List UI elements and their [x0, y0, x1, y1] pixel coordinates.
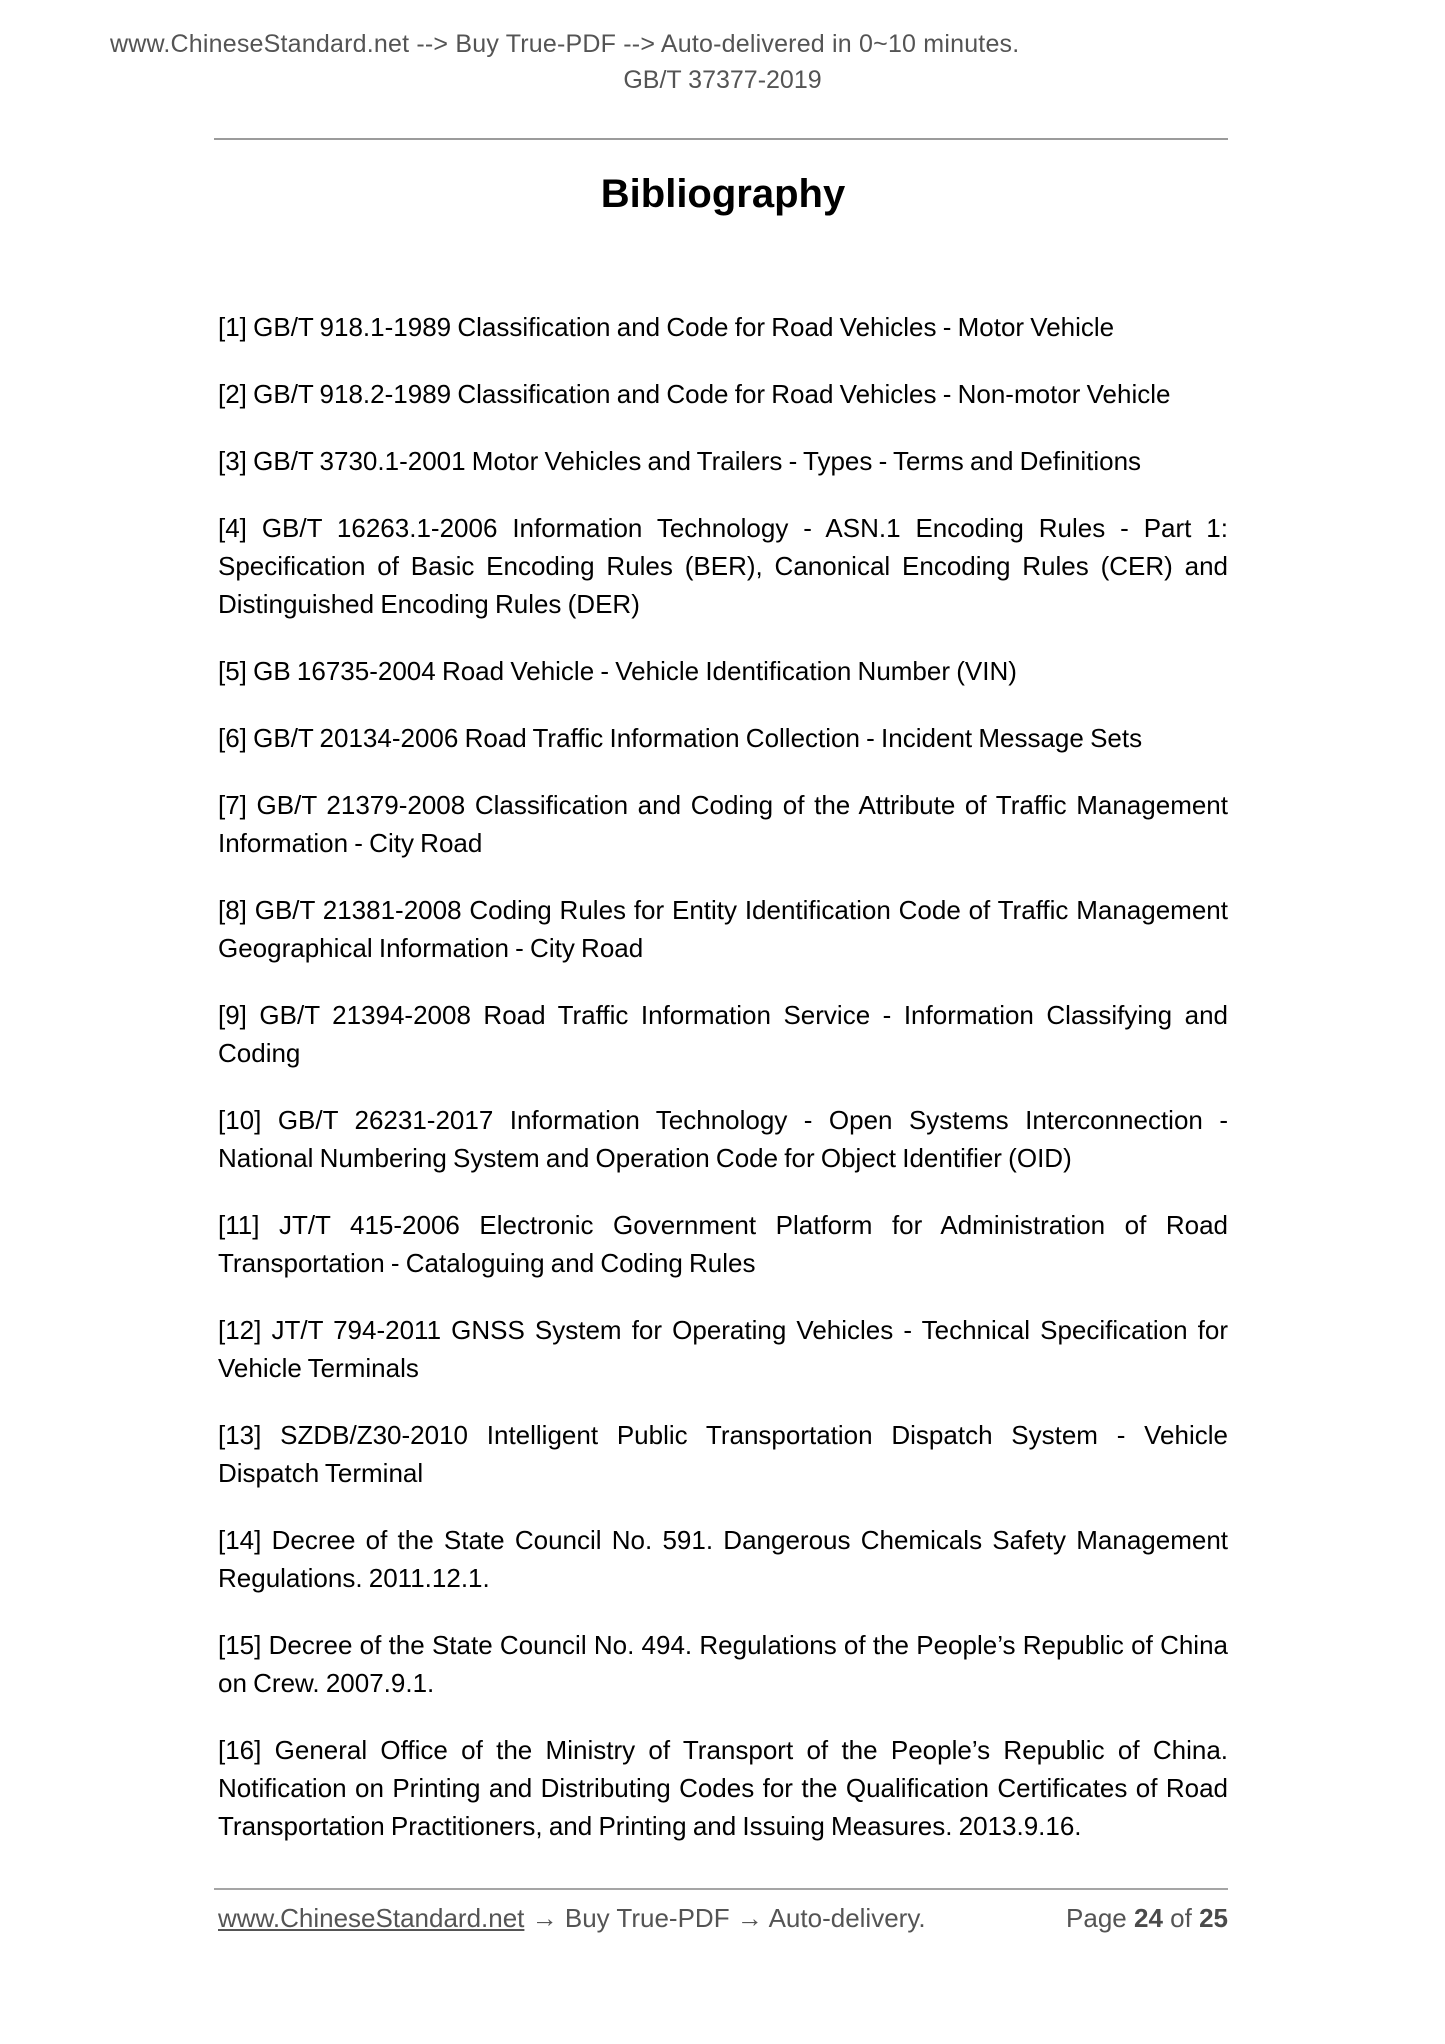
bibliography-entry: [7] GB/T 21379-2008 Classification and Coding of the Attribute of Traffic Management Information - City Road — [218, 790, 1228, 858]
bibliography-entry: [5] GB 16735-2004 Road Vehicle - Vehicle Identification Number (VIN) — [218, 656, 1017, 686]
page-word: Page — [1066, 1903, 1127, 1933]
bibliography-entry: [3] GB/T 3730.1-2001 Motor Vehicles and Trailers - Types - Terms and Definitions — [218, 446, 1142, 476]
footer-site-link[interactable]: www.ChineseStandard.net — [218, 1903, 525, 1933]
bibliography-entry: [14] Decree of the State Council No. 591. Dangerous Chemicals Safety Management Regulations. 2011.12.1. — [218, 1525, 1228, 1593]
total-pages: 25 — [1199, 1903, 1228, 1933]
page-indicator — [1066, 1903, 1228, 1934]
bibliography-entry: [11] JT/T 415-2006 Electronic Government Platform for Administration of Road Transportation - Cataloguing and Coding Rules — [218, 1210, 1228, 1278]
page-number: 24 — [1134, 1903, 1163, 1933]
bibliography-entry: [16] General Office of the Ministry of Transport of the People’s Republic of China. Notification on Printing and Distributing Codes for the Qualification Certificates of Road Transportation Practitioners, and Printing and Issuing Measures. 2013.9.16. — [218, 1735, 1228, 1841]
document-code: GB/T 37377-2019 — [623, 66, 822, 94]
bibliography-entry: [13] SZDB/Z30-2010 Intelligent Public Transportation Dispatch System - Vehicle Dispatch Terminal — [218, 1420, 1228, 1488]
bibliography-entry: [15] Decree of the State Council No. 494. Regulations of the People’s Republic of China on Crew. 2007.9.1. — [218, 1630, 1228, 1698]
bibliography-entry: [6] GB/T 20134-2006 Road Traffic Information Collection - Incident Message Sets — [218, 723, 1143, 753]
bibliography-entry: [10] GB/T 26231-2017 Information Technology - Open Systems Interconnection - National Numbering System and Operation Code for Object Identifier (OID) — [218, 1105, 1228, 1173]
bibliography-list — [218, 308, 1228, 1874]
bibliography-entry: [8] GB/T 21381-2008 Coding Rules for Entity Identification Code of Traffic Management Geographical Information - City Road — [218, 895, 1228, 963]
bibliography-entry: [9] GB/T 21394-2008 Road Traffic Information Service - Information Classifying and Coding — [218, 1000, 1228, 1068]
page-title: Bibliography — [600, 172, 846, 216]
header-divider — [214, 138, 1228, 140]
footer-promo — [218, 1903, 926, 1934]
bibliography-entry: [4] GB/T 16263.1-2006 Information Technology - ASN.1 Encoding Rules - Part 1: Specification of Basic Encoding Rules (BER), Canonical Encoding Rules (CER) and Distinguished Encoding Rules (DER) — [218, 513, 1228, 619]
footer-promo-text: → Buy True-PDF → Auto-delivery. — [531, 1903, 926, 1933]
bibliography-entry: [1] GB/T 918.1-1989 Classification and Code for Road Vehicles - Motor Vehicle — [218, 312, 1115, 342]
page-footer — [218, 1903, 1228, 1934]
bibliography-entry: [2] GB/T 918.2-1989 Classification and Code for Road Vehicles - Non-motor Vehicle — [218, 379, 1171, 409]
bibliography-entry: [12] JT/T 794-2011 GNSS System for Operating Vehicles - Technical Specification for Vehicle Terminals — [218, 1315, 1228, 1383]
of-word: of — [1170, 1903, 1192, 1933]
header-promo-text: www.ChineseStandard.net --> Buy True-PDF --> Auto-delivered in 0~10 minutes. — [110, 30, 1020, 58]
footer-divider — [214, 1888, 1228, 1890]
